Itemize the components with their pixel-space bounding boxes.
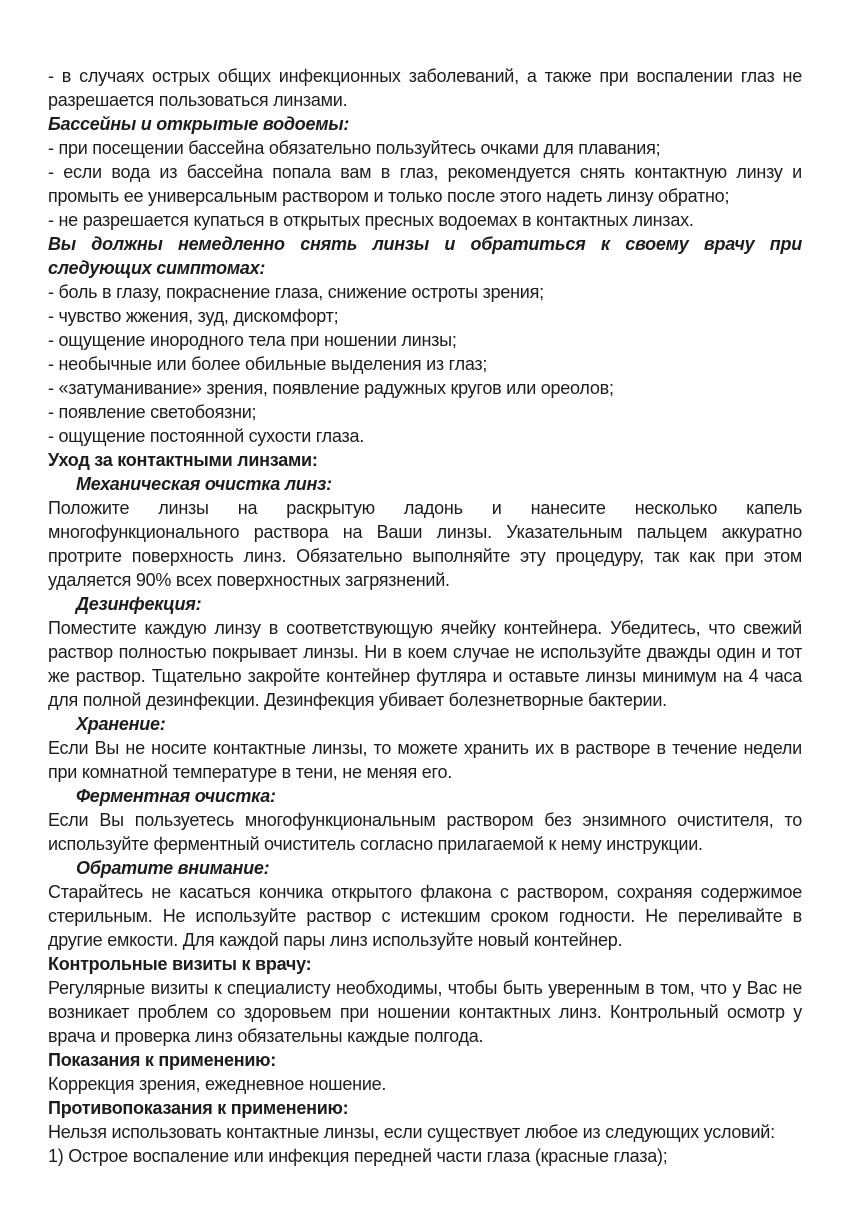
subsection-heading: Обратите внимание: [76, 858, 270, 878]
subsection-heading: Дезинфекция: [76, 594, 202, 614]
subsection-heading: Ферментная очистка: [76, 786, 276, 806]
bullet-item: - ощущение инородного тела при ношении линзы; [48, 330, 457, 350]
paragraph: Поместите каждую линзу в соответствующую ячейку контейнера. Убедитесь, что свежий раствор полностью покрывает линзы. Ни в коем случае не используйте дважды один и тот же раствор. Тщательно закройте контейнер футляра и оставьте линзы минимум на 4 часа для полной дезинфекции. Дезинфекция убивает болезнетворные бактерии. [48, 618, 802, 710]
bullet-item: - появление светобоязни; [48, 402, 257, 422]
numbered-item: 1) Острое воспаление или инфекция передней части глаза (красные глаза); [48, 1146, 668, 1166]
subsection-heading: Хранение: [76, 714, 166, 734]
bullet-item: - при посещении бассейна обязательно пользуйтесь очками для плавания; [48, 138, 661, 158]
bullet-item: - необычные или более обильные выделения из глаз; [48, 354, 488, 374]
paragraph: Коррекция зрения, ежедневное ношение. [48, 1074, 387, 1094]
bullet-item: - «затуманивание» зрения, появление радужных кругов или ореолов; [48, 378, 614, 398]
section-heading: Противопоказания к применению: [48, 1098, 349, 1118]
section-heading: Контрольные визиты к врачу: [48, 954, 312, 974]
paragraph: Если Вы пользуетесь многофункциональным раствором без энзимного очистителя, то используйте ферментный очиститель согласно прилагаемой к нему инструкции. [48, 810, 802, 854]
section-heading: Бассейны и открытые водоемы: [48, 114, 350, 134]
section-heading: Уход за контактными линзами: [48, 450, 318, 470]
paragraph: Старайтесь не касаться кончика открытого флакона с раствором, сохраняя содержимое стерильным. Не используйте раствор с истекшим сроком годности. Не переливайте в другие емкости. Для каждой пары линз используйте новый контейнер. [48, 882, 802, 950]
paragraph: Нельзя использовать контактные линзы, если существует любое из следующих условий: [48, 1122, 775, 1142]
bullet-item: - чувство жжения, зуд, дискомфорт; [48, 306, 339, 326]
bullet-item: - ощущение постоянной сухости глаза. [48, 426, 365, 446]
section-heading: Показания к применению: [48, 1050, 277, 1070]
paragraph: Положите линзы на раскрытую ладонь и нанесите несколько капель многофункционального раствора на Ваши линзы. Указательным пальцем аккуратно протрите поверхность линз. Обязательно выполняйте эту процедуру, так как при этом удаляется 90% всех поверхностных загрязнений. [48, 498, 802, 590]
subsection-heading: Механическая очистка линз: [76, 474, 332, 494]
section-heading: Вы должны немедленно снять линзы и обратиться к своему врачу при следующих симптомах: [48, 234, 802, 278]
paragraph: Если Вы не носите контактные линзы, то можете хранить их в растворе в течение недели при комнатной температуре в тени, не меняя его. [48, 738, 802, 782]
paragraph: Регулярные визиты к специалисту необходимы, чтобы быть уверенным в том, что у Вас не возникает проблем со здоровьем при ношении контактных линз. Контрольный осмотр у врача и проверка линз обязательны каждые полгода. [48, 978, 802, 1046]
paragraph: - в случаях острых общих инфекционных заболеваний, а также при воспалении глаз не разрешается пользоваться линзами. [48, 66, 802, 110]
bullet-item: - если вода из бассейна попала вам в глаз, рекомендуется снять контактную линзу и промыть ее универсальным раствором и только после этого надеть линзу обратно; [48, 162, 802, 206]
bullet-item: - не разрешается купаться в открытых пресных водоемах в контактных линзах. [48, 210, 694, 230]
bullet-item: - боль в глазу, покраснение глаза, снижение остроты зрения; [48, 282, 544, 302]
